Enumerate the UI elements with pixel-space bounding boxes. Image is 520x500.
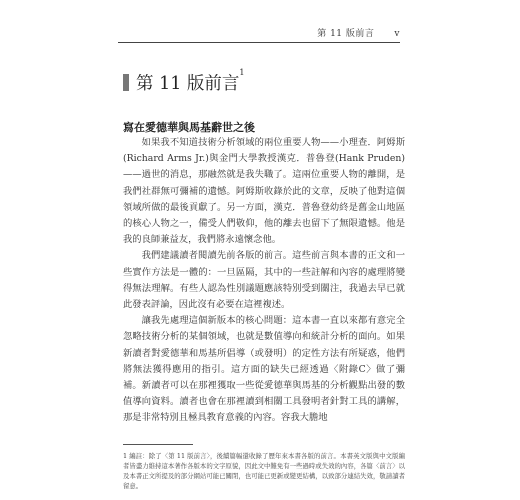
page-number: v [394,29,400,39]
section-heading: 寫在愛德華與馬基辭世之後 [123,121,255,134]
running-header [317,26,400,39]
footnote-reference: 1 [239,68,245,77]
footnote: 1 編註：除了〈第 11 版前言〉，後續篇幅還收錄了歷年來本書各版的前言。本書英文版與中文版編者皆盡力維持這本著作各版本的文字原貌，因此文中難免有一些過時或失效的內容，各篇〈前言〉以及本書正文所提及的部分網站可能已關閉，也可能已更新或變更結構，以致部分連結失效，敬請讀者留意。 [123,452,405,490]
body-text [123,135,405,427]
header-rule [118,42,400,43]
paragraph: 如果我不知道技術分析領域的兩位重要人物——小理查．阿姆斯(Richard Arms Jr.)與金門大學教授漢克．普魯登(Hank Pruden)——過世的消息，那融然就是我失職了。這兩位重要人物的離開，是我們社群無可彌補的遺憾。阿姆斯收錄於此的文章，反映了他對這個領域所做的最後貢獻了。另一方面，漢克．普魯登幼終是舊金山地區的核心人物之一，備受人們敬仰，他的離去也留下了無限遺憾。他是我的良師兼益友，我們將永遠懷念他。 [123,137,405,246]
paragraph: 我們建議讀者閱讀先前各版的前言。這些前言與本書的正文和一些實作方法是一體的：一旦區隔，其中的一些註解和內容的處理將變得無法理解。有些人認為性別議題應該特別受到關注，我過去早已就此發表評論，因此沒有必要在這裡複述。 [123,250,405,311]
footnote-rule [123,444,193,445]
paragraph: 讓我先處理這個新版本的核心問題：這本書一直以來都有意完全忽略技術分析的某個領域，也就是數值導向和統計分析的面向。如果新讀者對愛德華和馬基所倡導（或發明）的定性方法有所疑惑，他們將無法獲得應用的指引。這方面的缺失已經透過〈附錄C〉做了彌補。新讀者可以在那裡獲取一些從愛德華與馬基的分析觀點出發的數值導向資料。讀者也會在那裡讀到相關工具發明者針對工具的講解，那是非常特別且極具教育意義的內容。容我大膽地 [123,315,405,424]
chapter-title-text: 第 11 版前言 [136,74,240,94]
running-header-section: 第 11 版前言 [317,29,375,39]
title-bar-marker [123,74,129,91]
chapter-title [123,70,245,95]
